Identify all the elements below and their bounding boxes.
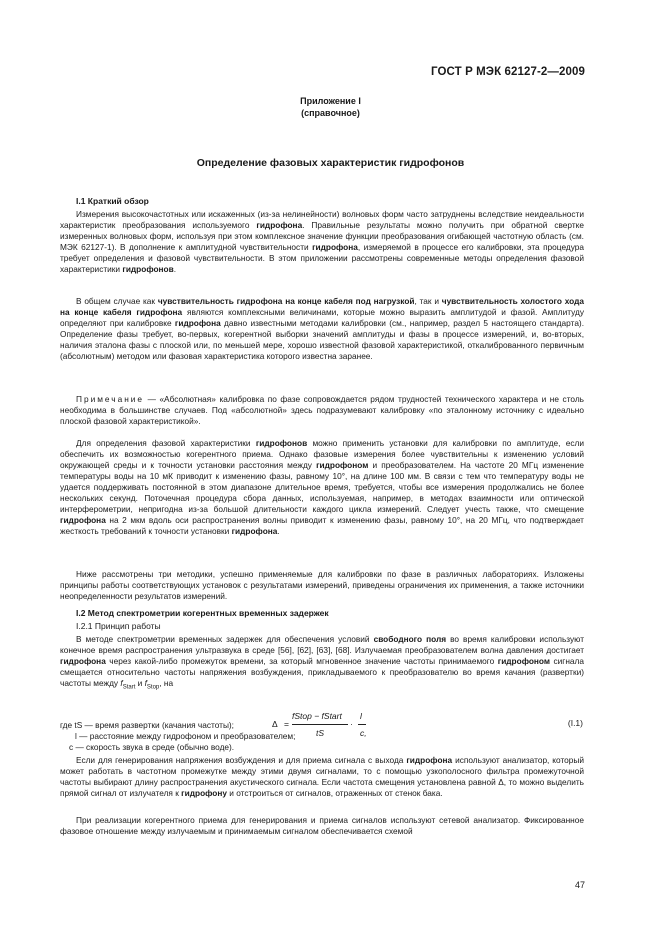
formula-l: l [360, 711, 362, 721]
formula-denominator: tS [316, 728, 325, 738]
formula-lhs: Δ [272, 719, 278, 729]
paragraph-overview-4: Ниже рассмотрены три методики, успешно применяемые для калибровки по фазе в различных лабораториях. Изложены принципы работы соответствующих установок с результатами измерений, приведены ограничения их применения, а также источники неопределенности результатов измерений. [60, 569, 584, 601]
paragraph-method-2: Если для генерирования напряжения возбуждения и для приема сигнала с выхода гидрофона используют анализатор, который может работать в частотном промежутке между этими двумя сигналами, то с помощью узкополосного фильтра промежуточной частоты выбирают длину распространения акустического сигнала. Если частота смещения установлена равной Δ, то можно выделить прямой сигнал от излучателя к гидрофону и отстроиться от сигналов, отраженных от стенок бака. [60, 755, 584, 798]
formula-number: (I.1) [567, 718, 583, 728]
where-c: c — скорость звука в среде (обычно воде). [69, 742, 235, 752]
paragraph-overview-1: Измерения высокочастотных или искаженных (из-за нелинейности) волновых форм часто затруднены вследствие неидеальности характеристик преобразования используемого гидрофона. Правильные результаты можно получить при обратной свертке измеренных волновых форм, используя при этом комплексное значение функции преобразования огибающей частотную область (см. МЭК 62127-1). В дополнение к амплитудной чувствительности гидрофона, измеряемой в процессе его калибровки, эта процедура требует определения и фазовой чувствительности. В этом приложении рассмотрены современные методы определения фазовой характеристики гидрофонов. [60, 209, 584, 274]
formula-c: c, [360, 728, 367, 738]
subsection-heading-i21: I.2.1 Принцип работы [76, 621, 161, 631]
annex-title: Приложение I [300, 96, 361, 106]
standard-header: ГОСТ Р МЭК 62127-2—2009 [431, 66, 585, 78]
fraction-bar-2 [358, 724, 366, 725]
paragraph-overview-2: В общем случае как чувствительность гидрофона на конце кабеля под нагрузкой, так и чувствительность холостого хода на конце кабеля гидрофона являются комплексными величинами, которые можно выразить амплитудой и фазой. Амплитуду определяют при калибровке гидрофона давно известными методами калибровки (см., например, раздел 5 настоящего стандарта). Определение фазы требует, во-первых, когерентной выборки значений амплитуды и фазы в процессе измерений, и, во-вторых, наличия эталона фазы с плоской или, по меньшей мере, хорошо известной фазовой характеристикой, откалиброванного первичным (абсолютным) методом или фазовая характеристика которого известна заранее. [60, 296, 584, 361]
where-ts: где tS — время развертки (качания частоты); [60, 720, 234, 730]
fraction-bar [292, 724, 348, 725]
document-title: Определение фазовых характеристик гидрофонов [196, 157, 465, 169]
formula-multiply: · [350, 719, 353, 729]
section-heading-i1: I.1 Краткий обзор [76, 196, 149, 206]
paragraph-method-3: При реализации когерентного приема для генерирования и приема сигналов используют сетевой анализатор. Фиксированное фазовое отношение между излучаемым и принимаемым сигналом обеспечивается схемой [60, 815, 584, 836]
section-heading-i2: I.2 Метод спектрометрии когерентных временных задержек [76, 608, 329, 618]
annex-kind: (справочное) [301, 108, 360, 118]
paragraph-note: Примечание — «Абсолютная» калибровка по фазе сопровождается рядом трудностей технического характера и не столь необходима в большинстве случаев. Под «абсолютной» здесь подразумевают калибровку «по эталонному источнику с идеально плоской фазовой характеристикой». [60, 394, 584, 426]
paragraph-overview-3: Для определения фазовой характеристики гидрофонов можно применить установки для калибровки по амплитуде, если обеспечить их возможностью когерентного приема. Однако фазовые измерения более чувствительны к изменению условий окружающей среды и к точности установки расстояния между гидрофоном и преобразователем. На частоте 20 МГц изменение температуры воды на 10 мК приводит к изменению фазы, равному 10°, на длине 100 мм. В связи с тем что температуру воды не удается поддерживать постоянной в этом диапазоне длительное время, требуется, чтобы все измерения продолжались не более нескольких секунд. Поточечная процедура сбора данных, используемая, например, в методах взаимности или оптической интерферометрии, непригодна из-за большой длительности каждого цикла измерений. Следует учесть также, что смещение гидрофона на 2 мкм вдоль оси распространения волны приводит к изменению фазы, равному 10°, на 20 МГц, что подтверждает жесткость требований к точности установки гидрофона. [60, 438, 584, 536]
formula-eq: = [284, 719, 289, 729]
where-l: l — расстояние между гидрофоном и преобразователем; [75, 731, 296, 741]
paragraph-method-1: В методе спектрометрии временных задержек для обеспечения условий свободного поля во время калибровки используют конечное время распространения ультразвука в среде [56], [62], [63], [68]. Излучаемая преобразователем волна давления достигает гидрофона через какой-либо промежуток времени, за который мгновенное значение частоты принимаемого гидрофоном сигнала смещается относительно частоты напряжения возбуждения, прикладываемого к преобразователю во время качания (развертки) частоты между $f_{Start}$ и $f_{Stop}$, на [60, 634, 585, 691]
formula-numerator: fStop − fStart [292, 711, 342, 721]
page-number: 47 [574, 880, 585, 890]
